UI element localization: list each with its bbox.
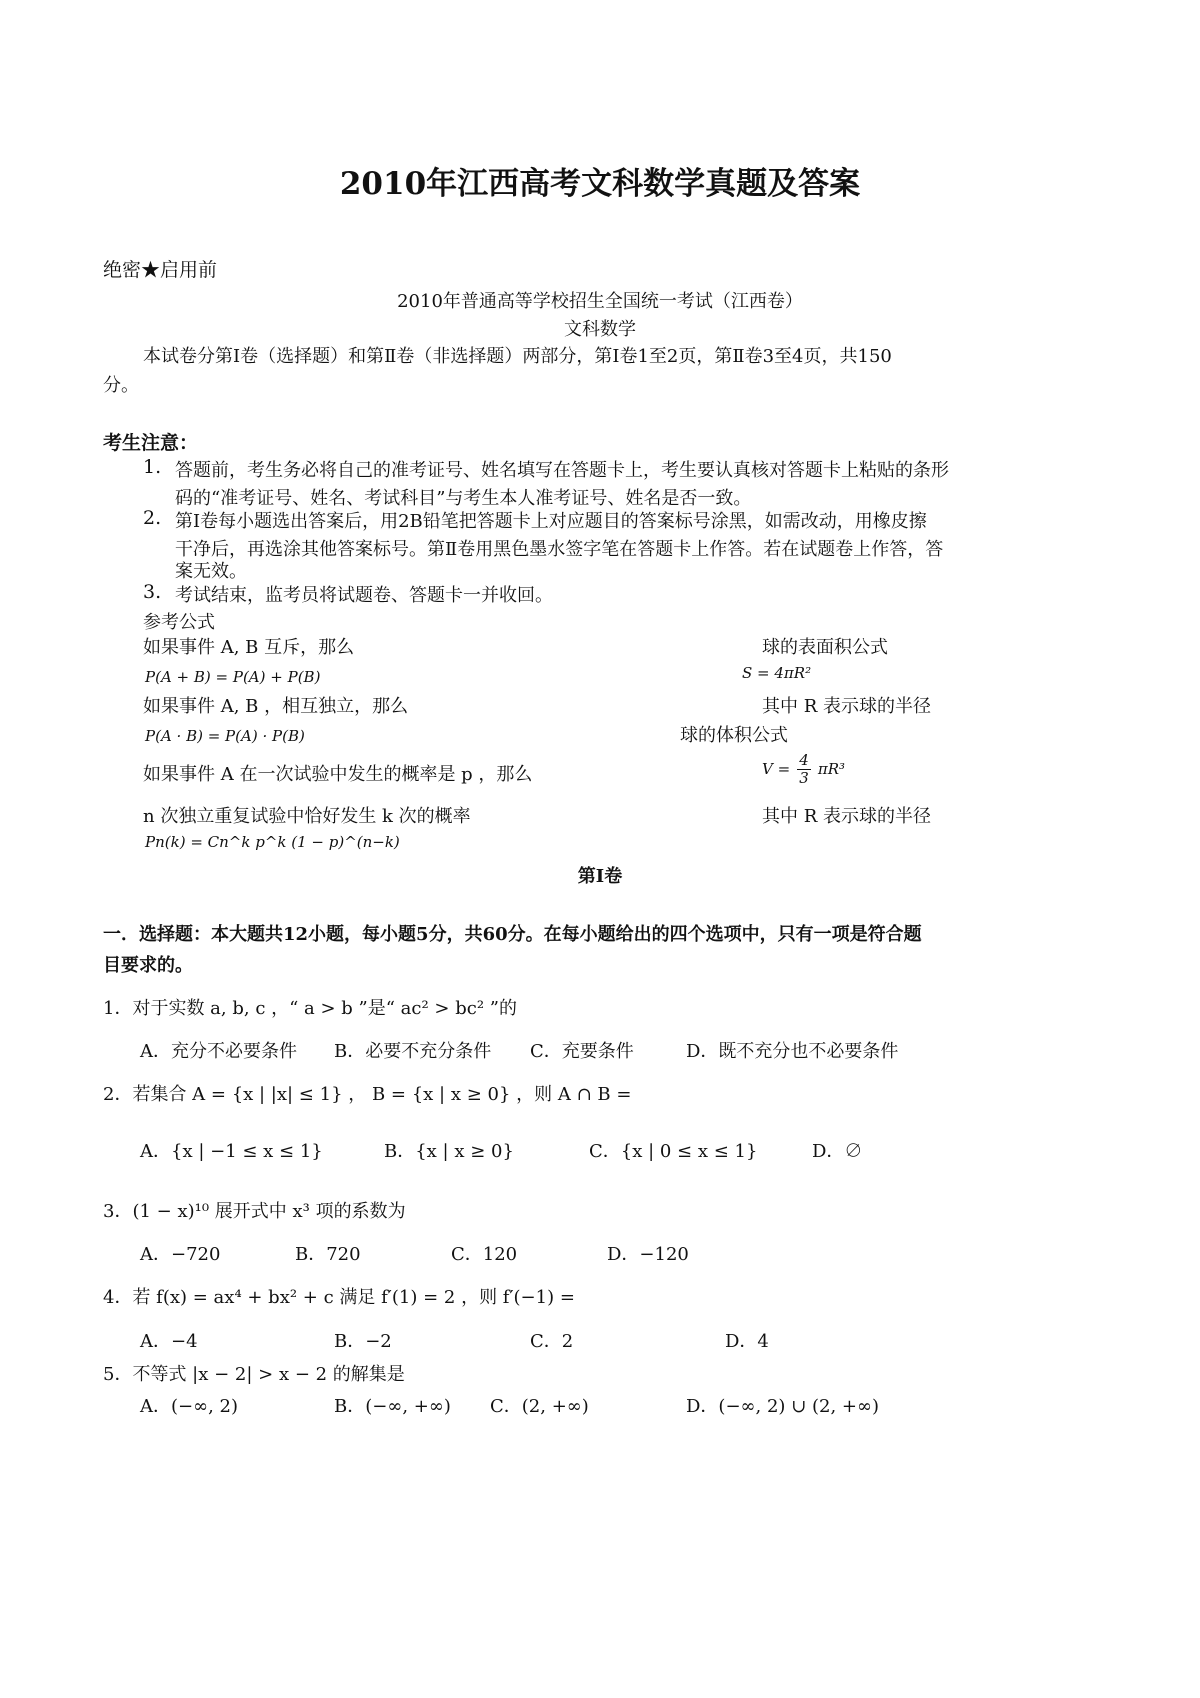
formula-left-math: P(A + B) = P(A) + P(B) bbox=[145, 668, 321, 686]
formula-right-text: 球的体积公式 bbox=[680, 725, 788, 746]
formula-right-math: V = bbox=[762, 760, 791, 778]
answer-option: A．充分不必要条件 bbox=[140, 1041, 297, 1062]
question-stem: 4．若 f(x) = ax⁴ + bx² + c 满足 f′(1) = 2 ，则 f′(−1) = bbox=[103, 1287, 575, 1308]
formula-right-math: S = 4πR² bbox=[742, 664, 812, 682]
question-stem: 2．若集合 A = {x | |x| ≤ 1} ， B = {x | x ≥ 0} ，则 A ∩ B = bbox=[103, 1084, 632, 1105]
answer-option: B．−2 bbox=[334, 1331, 392, 1352]
fraction-numerator: 4 bbox=[799, 751, 809, 769]
note-text-line: 答题前，考生务必将自己的准考证号、姓名填写在答题卡上，考生要认真核对答题卡上粘贴的条形 bbox=[175, 460, 949, 481]
answer-option: C．{x | 0 ≤ x ≤ 1} bbox=[589, 1141, 758, 1162]
answer-option: D．∅ bbox=[812, 1141, 863, 1162]
notes-heading: 考生注意： bbox=[103, 432, 199, 454]
note-text-line: 干净后，再选涂其他答案标号。第Ⅱ卷用黑色墨水签字笔在答题卡上作答。若在试题卷上作答，答 bbox=[175, 539, 944, 560]
answer-option: C．(2, +∞) bbox=[490, 1396, 589, 1417]
note-text-line: 案无效。 bbox=[175, 561, 247, 582]
question-stem: 1．对于实数 a, b, c ，“ a > b ”是“ ac² > bc² ”的 bbox=[103, 998, 517, 1019]
fraction-denominator: 3 bbox=[799, 769, 809, 787]
fraction bbox=[797, 752, 811, 787]
answer-option: B．(−∞, +∞) bbox=[334, 1396, 451, 1417]
answer-option: D．(−∞, 2) ∪ (2, +∞) bbox=[686, 1396, 879, 1417]
section-heading: 一．选择题：本大题共12小题，每小题5分，共60分。在每小题给出的四个选项中，只有一项是符合题 bbox=[103, 924, 922, 945]
formula-left-math: Pn(k) = Cn^k p^k (1 − p)^(n−k) bbox=[145, 833, 400, 851]
answer-option: B．720 bbox=[295, 1244, 361, 1265]
question-stem: 5．不等式 |x − 2| > x − 2 的解集是 bbox=[103, 1364, 405, 1385]
formula-left-math: P(A · B) = P(A) · P(B) bbox=[145, 727, 305, 745]
answer-option: C．2 bbox=[530, 1331, 574, 1352]
note-number: 3. bbox=[143, 581, 162, 603]
answer-option: A．−720 bbox=[140, 1244, 221, 1265]
answer-option: A．(−∞, 2) bbox=[140, 1396, 239, 1417]
document-title: 2010年江西高考文科数学真题及答案 bbox=[339, 166, 861, 202]
answer-option: D．既不充分也不必要条件 bbox=[686, 1041, 899, 1062]
exam-name: 2010年普通高等学校招生全国统一考试（江西卷） bbox=[397, 291, 803, 312]
answer-option: D．4 bbox=[725, 1331, 769, 1352]
formula-right-text: 其中 R 表示球的半径 bbox=[762, 806, 931, 827]
formula-right-math: πR³ bbox=[817, 760, 846, 778]
formulas-heading: 参考公式 bbox=[143, 612, 215, 633]
note-text-line: 第Ⅰ卷每小题选出答案后，用2B铅笔把答题卡上对应题目的答案标号涂黑，如需改动，用橡皮擦 bbox=[175, 511, 927, 532]
question-stem: 3．(1 − x)¹⁰ 展开式中 x³ 项的系数为 bbox=[103, 1201, 406, 1222]
answer-option: B．{x | x ≥ 0} bbox=[384, 1141, 514, 1162]
formula-left-text: 如果事件 A, B 互斥，那么 bbox=[143, 637, 355, 658]
note-text-line: 码的“准考证号、姓名、考试科目”与考生本人准考证号、姓名是否一致。 bbox=[175, 488, 752, 509]
answer-option: B．必要不充分条件 bbox=[334, 1041, 492, 1062]
note-number: 1. bbox=[143, 456, 162, 478]
formula-right-text: 其中 R 表示球的半径 bbox=[762, 696, 931, 717]
answer-option: A．−4 bbox=[140, 1331, 198, 1352]
part-label: 第Ⅰ卷 bbox=[577, 866, 623, 887]
answer-option: C．120 bbox=[451, 1244, 518, 1265]
section-heading: 目要求的。 bbox=[103, 955, 193, 976]
formula-left-text: 如果事件 A, B ，相互独立，那么 bbox=[143, 696, 409, 717]
intro-line-1: 本试卷分第Ⅰ卷（选择题）和第Ⅱ卷（非选择题）两部分，第Ⅰ卷1至2页，第Ⅱ卷3至4页，共150 bbox=[143, 346, 892, 367]
intro-line-2: 分。 bbox=[103, 375, 139, 396]
note-text-line: 考试结束，监考员将试题卷、答题卡一并收回。 bbox=[175, 585, 553, 606]
subject-name: 文科数学 bbox=[564, 319, 636, 340]
note-number: 2. bbox=[143, 507, 162, 529]
answer-option: A．{x | −1 ≤ x ≤ 1} bbox=[140, 1141, 323, 1162]
secret-label: 绝密★启用前 bbox=[103, 259, 218, 281]
answer-option: C．充要条件 bbox=[530, 1041, 634, 1062]
formula-left-text: n 次独立重复试验中恰好发生 k 次的概率 bbox=[143, 806, 471, 827]
answer-option: D．−120 bbox=[607, 1244, 689, 1265]
formula-left-text: 如果事件 A 在一次试验中发生的概率是 p ，那么 bbox=[143, 764, 533, 785]
formula-right-text: 球的表面积公式 bbox=[762, 637, 888, 658]
sphere-volume-formula bbox=[762, 752, 845, 787]
